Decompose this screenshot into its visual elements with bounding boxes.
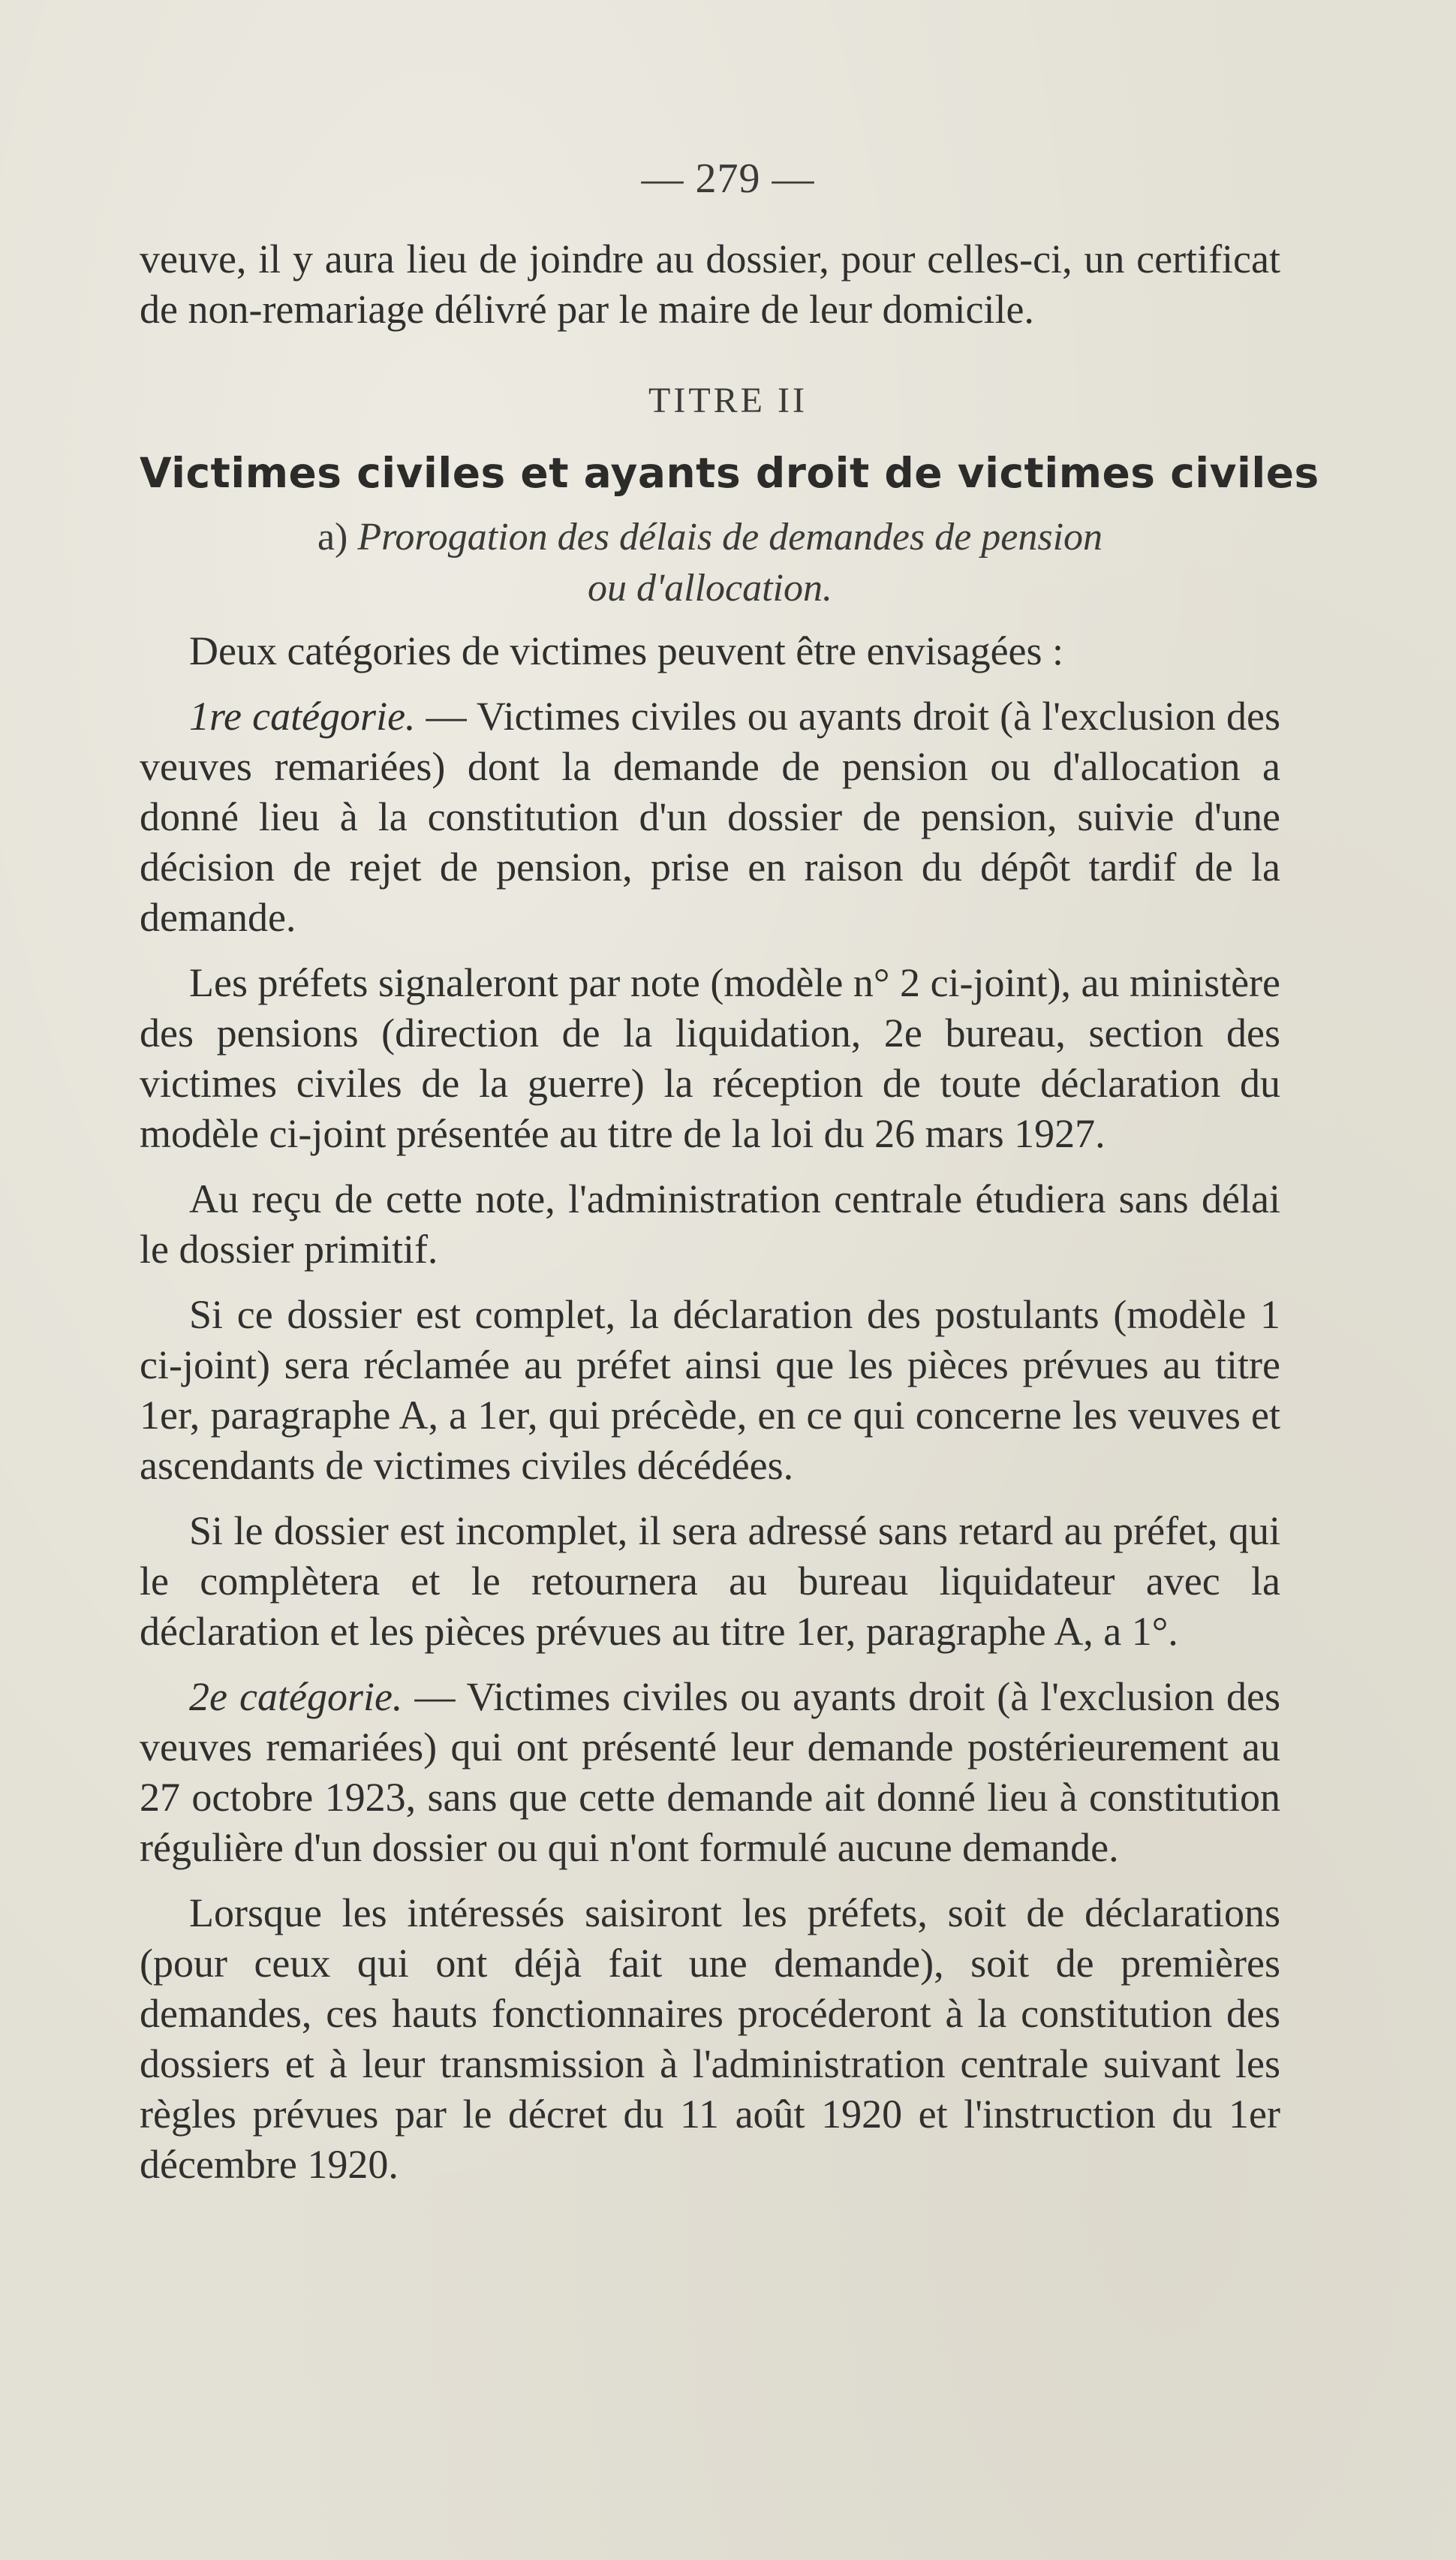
subheading-line1-text: Prorogation des délais de demandes de pension (357, 516, 1103, 559)
subheading-prefix: a) (317, 516, 348, 559)
paragraph-1: Deux catégories de victimes peuvent être envisagées : (189, 628, 1064, 673)
subheading-line-1 (140, 512, 1280, 563)
subheading-line-2: ou d'allocation. (588, 567, 832, 610)
page-number: — 279 — (641, 155, 815, 202)
paragraph-2 (140, 691, 1280, 943)
section-title: TITRE II (648, 381, 808, 420)
intro-text: veuve, il y aura lieu de joindre au dossier, pour celles-ci, un certificat de non-remariage délivré par le maire de leur domicile. (140, 236, 1280, 332)
paragraph-4: Au reçu de cette note, l'administration centrale étudiera sans délai le dossier primitif. (140, 1176, 1280, 1272)
category-2-text: — Victimes civiles ou ayants droit (à l'exclusion des veuves remariées) qui ont présenté leur demande postérieurement au 27 octobre 1923, sans que cette demande ait donné lieu à constitution régulière d'un dossier ou qui n'ont formulé aucune demande. (140, 1674, 1280, 1870)
category-1-label: 1re catégorie. (189, 694, 416, 739)
category-1-text: — Victimes civiles ou ayants droit (à l'exclusion des veuves remariées) dont la demande de pension ou d'allocation a donné lieu à la constitution d'un dossier de pension, suivie d'une décision de rejet de pension, prise en raison du dépôt tardif de la demande. (140, 694, 1281, 940)
paragraph-7 (140, 1672, 1280, 1873)
section-heading: Victimes civiles et ayants droit de victimes civiles (140, 449, 1319, 497)
paragraph-8: Lorsque les intéressés saisiront les préfets, soit de déclarations (pour ceux qui ont déjà fait une demande), soit de premières demandes, ces hauts fonctionnaires procéderont à la constitution des dossiers et à leur transmission à l'administration centrale suivant les règles prévues par le décret du 11 août 1920 et l'instruction du 1er décembre 1920. (140, 1890, 1280, 2187)
body-text (140, 626, 1280, 2190)
paragraph-5: Si ce dossier est complet, la déclaration des postulants (modèle 1 ci-joint) sera réclamée au préfet ainsi que les pièces prévues au titre 1er, paragraphe A, a 1er, qui précède, en ce qui concerne les veuves et ascendants de victimes civiles décédées. (140, 1292, 1280, 1488)
paragraph-3: Les préfets signaleront par note (modèle n° 2 ci-joint), au ministère des pensions (direction de la liquidation, 2e bureau, section des victimes civiles de la guerre) la réception de toute déclaration du modèle ci-joint présentée au titre de la loi du 26 mars 1927. (140, 960, 1280, 1156)
paragraph-6: Si le dossier est incomplet, il sera adressé sans retard au préfet, qui le complètera et le retournera au bureau liquidateur avec la déclaration et les pièces prévues au titre 1er, paragraphe A, a 1°. (140, 1508, 1280, 1654)
category-2-label: 2e catégorie. (189, 1674, 403, 1719)
intro-paragraph (140, 234, 1280, 335)
subheading (140, 512, 1280, 614)
